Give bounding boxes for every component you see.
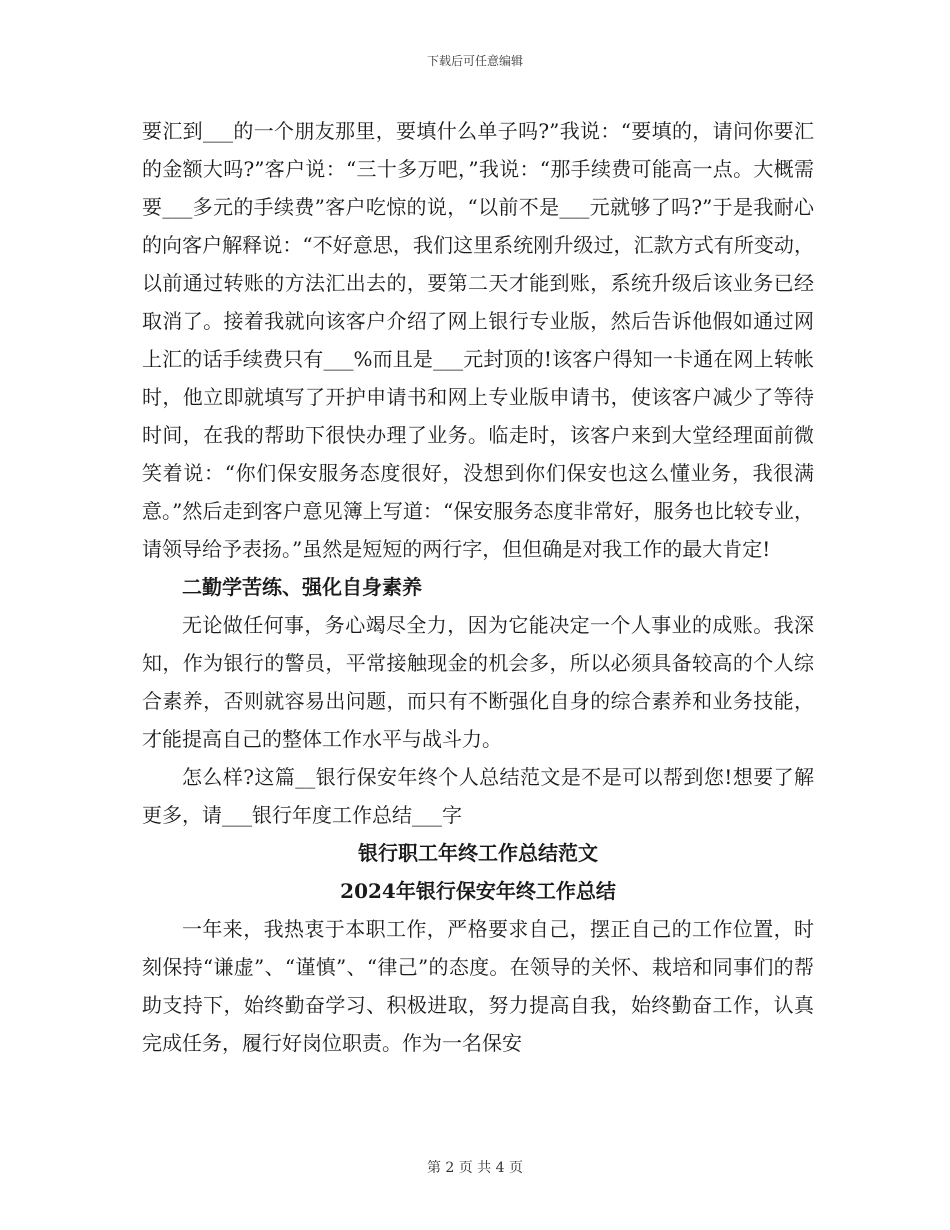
document-body	[142, 112, 814, 1062]
page-footer: 第 2 页 共 4 页	[426, 1160, 524, 1176]
page-header: 下载后可任意编辑	[426, 54, 523, 68]
paragraph: 无论做任何事，务心竭尽全力，因为它能决定一个人事业的成账。我深知，作为银行的警员，平常接触现金的机会多，所以必须具备较高的个人综合素养，否则就容易出问题，而只有不断强化自身的综合素养和业务技能，才能提高自己的整体工作水平与战斗力。	[142, 613, 814, 751]
document-title: 银行职工年终工作总结范文	[358, 841, 598, 865]
section-heading: 二勤学苦练、强化自身素养	[182, 575, 422, 599]
paragraph: 怎么样?这篇__银行保安年终个人总结范文是不是可以帮到您!想要了解更多，请___银行年度工作总结___字	[142, 765, 814, 827]
document-subtitle: 2024年银行保安年终工作总结	[340, 879, 616, 903]
paragraph: 一年来，我热衷于本职工作，严格要求自己，摆正自己的工作位置，时刻保持“谦虚”、“谨慎”、“律己”的态度。在领导的关怀、栽培和同事们的帮助支持下，始终勤奋学习、积极进取，努力提高自我，始终勤奋工作，认真完成任务，履行好岗位职责。作为一名保安	[142, 917, 814, 1055]
paragraph-continued: 要汇到___的一个朋友那里，要填什么单子吗?”我说：“要填的，请问你要汇的金额大吗?”客户说：“三十多万吧，”我说：“那手续费可能高一点。大概需要___多元的手续费”客户吃惊的说，“以前不是___元就够了吗?”于是我耐心的向客户解释说：“不好意思，我们这里系统刚升级过，汇款方式有所变动，以前通过转账的方法汇出去的，要第二天才能到账，系统升级后该业务已经取消了。接着我就向该客户介绍了网上银行专业版，然后告诉他假如通过网上汇的话手续费只有___%而且是___元封顶的!该客户得知一卡通在网上转帐时，他立即就填写了开护申请书和网上专业版申请书，使该客户减少了等待时间，在我的帮助下很快办理了业务。临走时，该客户来到大堂经理面前微笑着说：“你们保安服务态度很好，没想到你们保安也这么懂业务，我很满意。”然后走到客户意见簿上写道：“保安服务态度非常好，服务也比较专业，请领导给予表扬。”虽然是短短的两行字，但但确是对我工作的最大肯定!	[142, 119, 814, 561]
